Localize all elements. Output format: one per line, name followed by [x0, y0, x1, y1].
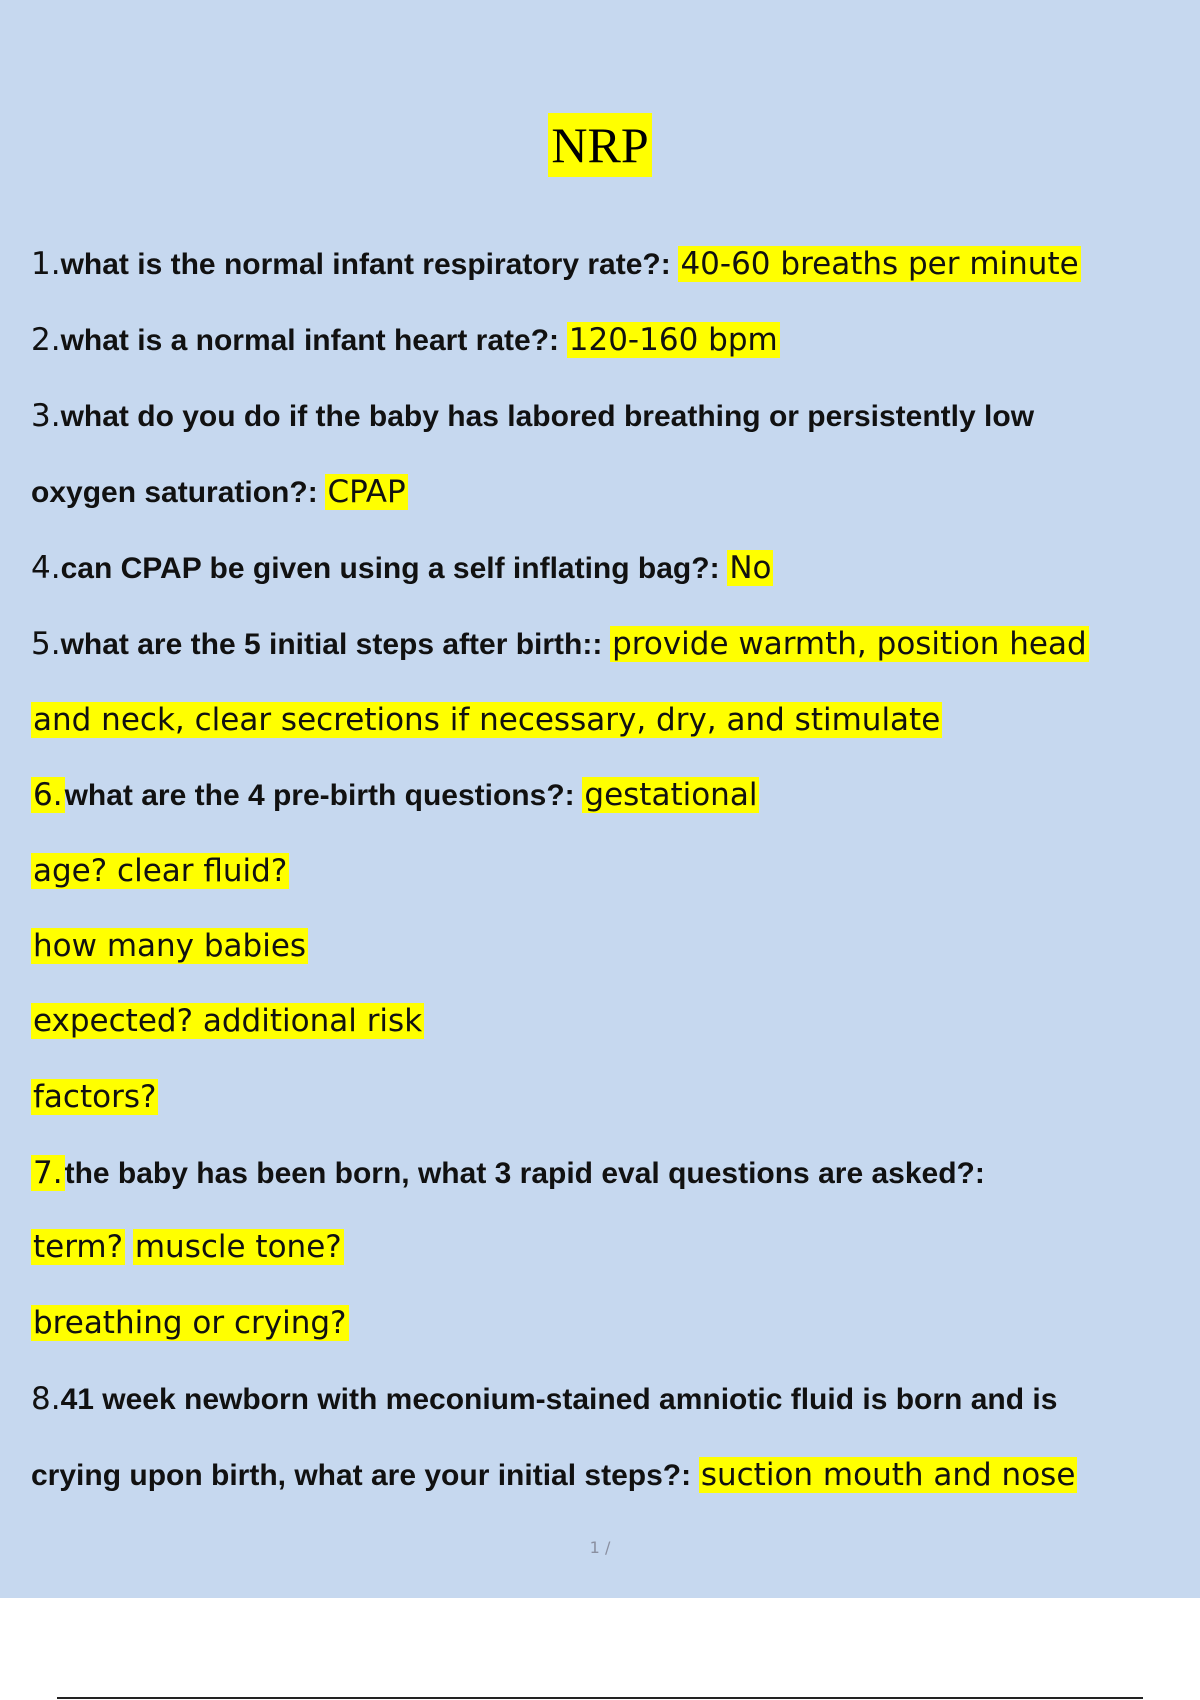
list-item-continuation — [31, 470, 408, 514]
list-item — [31, 546, 773, 590]
item-number: 8. — [31, 1381, 61, 1417]
item-number: 4. — [31, 550, 61, 586]
answer-text: expected? additional risk — [33, 1003, 423, 1039]
answer-text: muscle tone? — [134, 1229, 342, 1265]
answer-text: gestational — [584, 777, 758, 813]
list-item-continuation — [31, 1075, 158, 1119]
list-item — [31, 242, 1081, 286]
answer-text: and neck, clear secretions if necessary, dry, and stimulate — [33, 702, 941, 738]
answer-text: suction mouth and nose — [700, 1457, 1076, 1493]
list-item-continuation — [31, 1453, 1077, 1497]
list-item-continuation — [31, 698, 942, 742]
list-item — [31, 394, 1034, 438]
question-text: what do you do if the baby has labored breathing or persistently low — [60, 400, 1035, 433]
list-item — [31, 622, 1089, 666]
question-text: can CPAP be given using a self inflating bag?: — [60, 552, 720, 585]
answer-text: provide warmth, position head — [612, 626, 1087, 662]
question-text: what is the normal infant respiratory rate?: — [60, 248, 671, 281]
answer-text: term? — [33, 1229, 124, 1265]
list-item — [31, 1377, 1057, 1421]
question-text: what is a normal infant heart rate?: — [60, 324, 560, 357]
answer-text: CPAP — [327, 474, 406, 510]
answer-text: breathing or crying? — [33, 1305, 347, 1341]
item-number: 3. — [31, 398, 61, 434]
answer-text: 40-60 breaths per minute — [680, 246, 1079, 282]
list-item-continuation — [31, 924, 308, 968]
list-item-continuation — [31, 999, 424, 1043]
question-text: oxygen saturation?: — [31, 476, 318, 509]
answer-text: how many babies — [33, 928, 307, 964]
item-number: 7. — [33, 1155, 63, 1191]
item-number: 6. — [33, 777, 63, 813]
list-item-continuation — [31, 1225, 344, 1269]
question-text: crying upon birth, what are your initial steps?: — [31, 1459, 692, 1492]
answer-text: age? clear fluid? — [33, 853, 288, 889]
answer-text: 120-160 bpm — [568, 322, 778, 358]
list-item — [31, 1151, 985, 1195]
answer-text: factors? — [33, 1079, 157, 1115]
list-item-continuation — [31, 849, 289, 893]
item-number: 2. — [31, 322, 61, 358]
item-number: 1. — [31, 246, 61, 282]
document-title: NRP — [548, 113, 651, 177]
list-item-continuation — [31, 1301, 349, 1345]
question-text: 41 week newborn with meconium-stained amniotic fluid is born and is — [60, 1383, 1058, 1416]
question-text: the baby has been born, what 3 rapid eval questions are asked?: — [64, 1157, 985, 1190]
title-container — [0, 113, 1200, 177]
footer-divider — [57, 1697, 1143, 1699]
page-number: 1 / — [589, 1538, 611, 1557]
question-text: what are the 5 initial steps after birth:: — [60, 628, 603, 661]
item-number: 5. — [31, 626, 61, 662]
list-item — [31, 318, 780, 362]
question-text: what are the 4 pre-birth questions?: — [64, 779, 575, 812]
answer-text: No — [729, 550, 772, 586]
list-item — [31, 773, 759, 817]
